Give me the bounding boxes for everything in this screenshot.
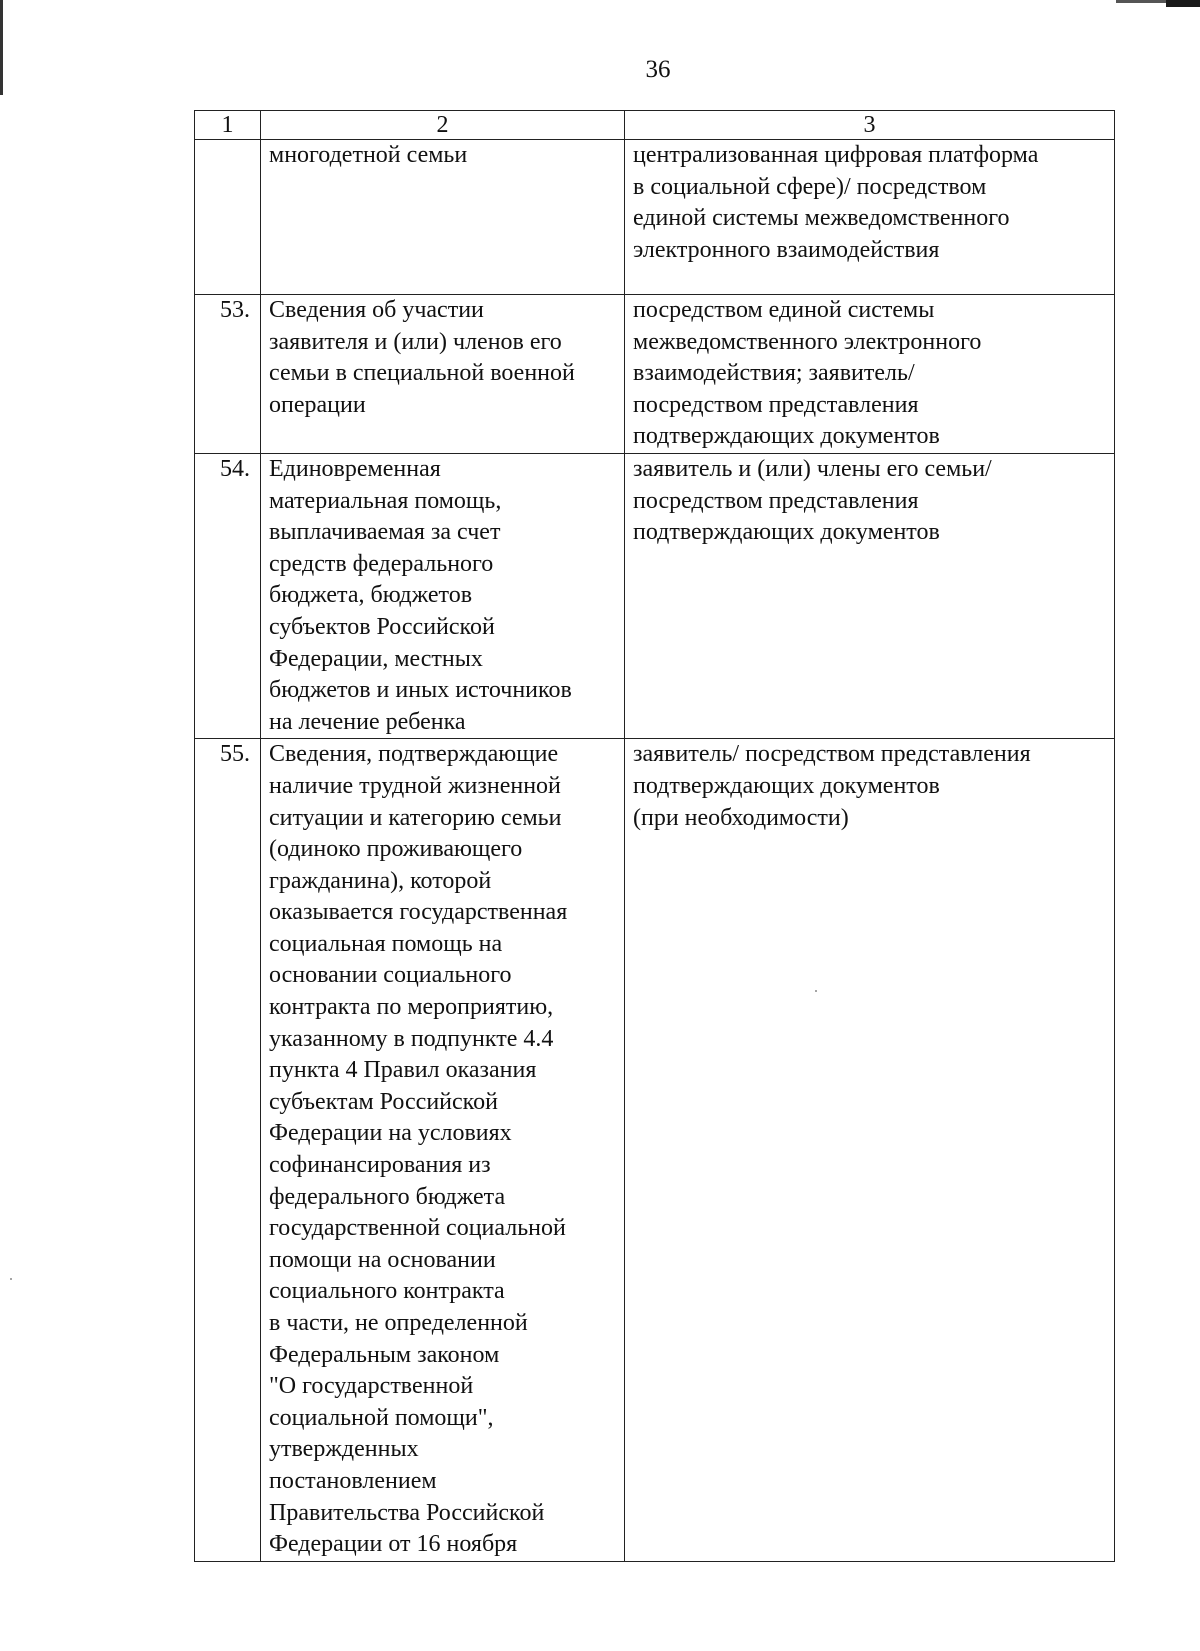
page-number: 36	[645, 56, 671, 83]
scan-artifact	[1116, 0, 1166, 3]
scan-artifact	[1166, 0, 1200, 7]
row-source	[625, 295, 1115, 454]
scan-speck	[10, 1278, 12, 1280]
column-header-number: 1	[195, 111, 261, 140]
row-source	[625, 140, 1115, 295]
table-row	[195, 739, 1115, 1561]
table-header-row	[195, 111, 1115, 140]
row-source-text: централизованная цифровая платформа в социальной сфере)/ посредством единой системы межведомственного электронного взаимодействия	[633, 142, 1039, 263]
document-table	[194, 110, 1115, 1562]
row-source-text: заявитель/ посредством представления подтверждающих документов (при необходимости)	[633, 741, 1031, 831]
table-row	[195, 295, 1115, 454]
column-header-source: 3	[625, 111, 1115, 140]
row-number: 53.	[195, 295, 261, 454]
row-source-text: посредством единой системы межведомственного электронного взаимодействия; заявитель/ посредством представления подтверждающих документов	[633, 297, 982, 450]
row-source-text: заявитель и (или) члены его семьи/ посредством представления подтверждающих документов	[633, 455, 992, 546]
row-source	[625, 739, 1115, 1561]
scan-speck	[815, 990, 817, 992]
row-number: 54.	[195, 453, 261, 738]
row-description-text: Сведения, подтверждающие наличие трудной жизненной ситуации и категорию семьи (одиноко проживающего гражданина), которой оказывается государственная социальная помощь на основании социального контракта по мероприятию, указанному в подпункте 4.4 пункта 4 Правил оказания субъектам Российской Федерации на условиях софинансирования из федерального бюджета государственной социальной помощи на основании социального контракта в части, не определенной Федеральным законом "О государственной социальной помощи", утвержденных постановлением Правительства Российской Федерации от 16 ноября	[269, 741, 568, 1558]
row-description-text: Единовременная материальная помощь, выплачиваемая за счет средств федерального бюджета, бюджетов субъектов Российской Федерации, местных бюджетов и иных источников на лечение ребенка	[269, 455, 572, 735]
row-description	[261, 453, 625, 738]
row-description	[261, 739, 625, 1561]
table-row	[195, 140, 1115, 295]
column-header-description: 2	[261, 111, 625, 140]
row-number: 55.	[195, 739, 261, 1561]
row-description	[261, 140, 625, 295]
row-description	[261, 295, 625, 454]
table-row	[195, 453, 1115, 738]
row-description-text: многодетной семьи	[269, 142, 468, 168]
row-description-text: Сведения об участии заявителя и (или) членов его семьи в специальной военной операции	[269, 297, 575, 418]
row-number	[195, 140, 261, 295]
row-source	[625, 453, 1115, 738]
